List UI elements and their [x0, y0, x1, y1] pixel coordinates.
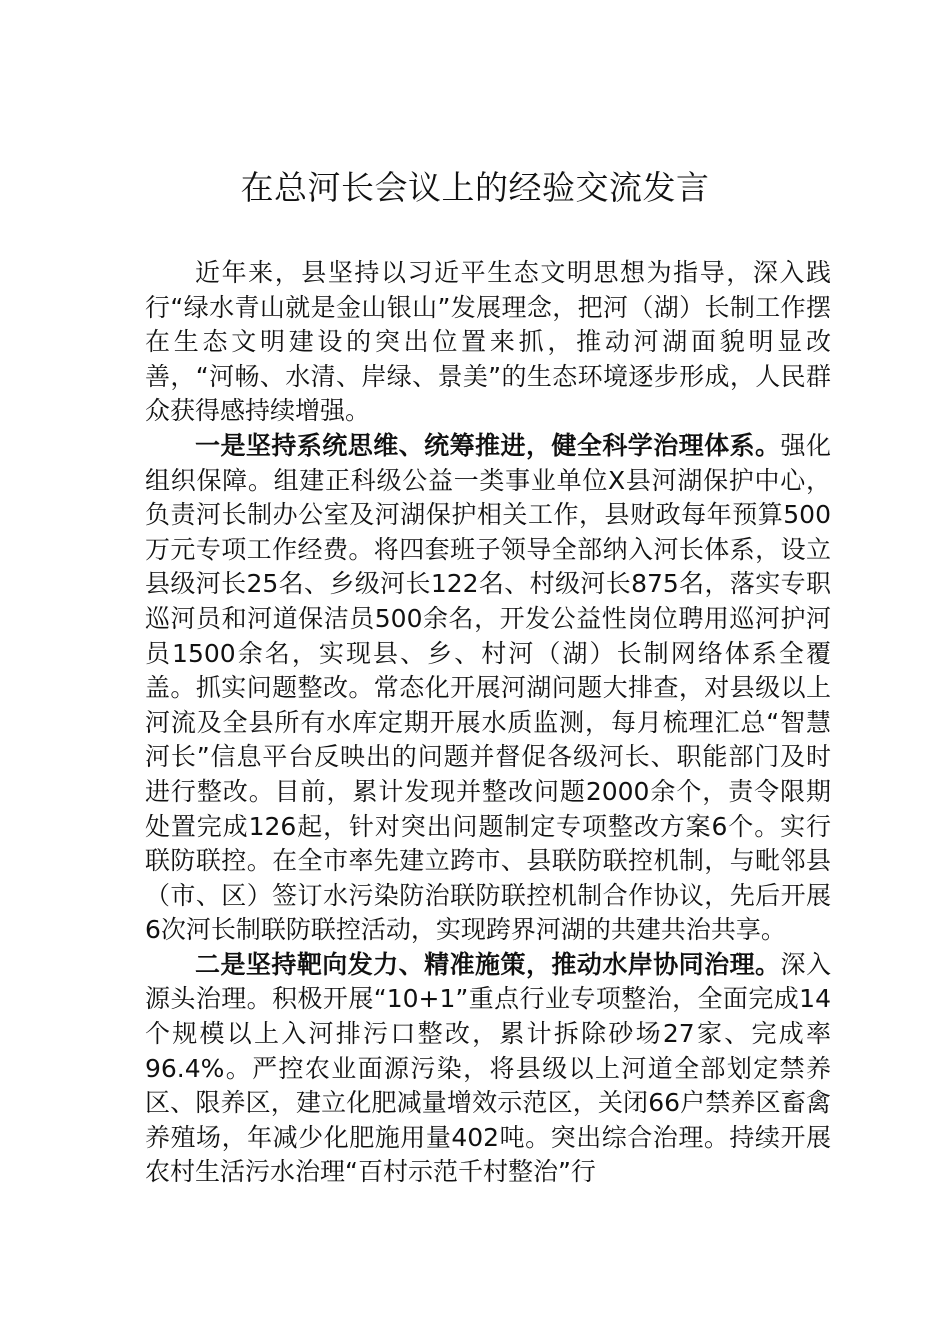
- section-two-heading: 二是坚持靶向发力、精准施策，推动水岸协同治理。: [195, 949, 781, 979]
- intro-paragraph: [145, 256, 831, 429]
- paragraph-text: 强化组织保障。组建正科级公益一类事业单位X县河湖保护中心，负责河长制办公室及河湖保护相关工作，县财政每年预算500万元专项工作经费。将四套班子领导全部纳入河长体系，设立县级河长25名、乡级河长122名、村级河长875名，落实专职巡河员和河道保洁员500余名，开发公益性岗位聘用巡河护河员1500余名，实现县、乡、村河（湖）长制网络体系全覆盖。抓实问题整改。常态化开展河湖问题大排查，对县级以上河流及全县所有水库定期开展水质监测，每月梳理汇总“智慧河长”信息平台反映出的问题并督促各级河长、职能部门及时进行整改。目前，累计发现并整改问题2000余个，责令限期处置完成126起，针对突出问题制定专项整改方案6个。实行联防联控。在全市率先建立跨市、县联防联控机制，与毗邻县（市、区）签订水污染防治联防联控机制合作协议，先后开展6次河长制联防联控活动，实现跨界河湖的共建共治共享。: [145, 430, 831, 945]
- paragraph-text: 深入源头治理。积极开展“10+1”重点行业专项整治，全面完成14个规模以上入河排污口整改，累计拆除砂场27家、完成率96.4%。严控农业面源污染，将县级以上河道全部划定禁养区、限养区，建立化肥减量增效示范区，关闭66户禁养区畜禽养殖场，年减少化肥施用量402吨。突出综合治理。持续开展农村生活污水治理“百村示范千村整治”行: [145, 949, 831, 1187]
- section-two-paragraph: [145, 948, 831, 1190]
- document-title: 在总河长会议上的经验交流发言: [240, 168, 710, 207]
- document-body: [145, 256, 831, 1190]
- section-one-paragraph: [145, 429, 831, 948]
- section-one-heading: 一是坚持系统思维、统筹推进，健全科学治理体系。: [195, 430, 781, 460]
- paragraph-text: 近年来，县坚持以习近平生态文明思想为指导，深入践行“绿水青山就是金山银山”发展理念，把河（湖）长制工作摆在生态文明建设的突出位置来抓，推动河湖面貌明显改善，“河畅、水清、岸绿、景美”的生态环境逐步形成，人民群众获得感持续增强。: [145, 258, 831, 426]
